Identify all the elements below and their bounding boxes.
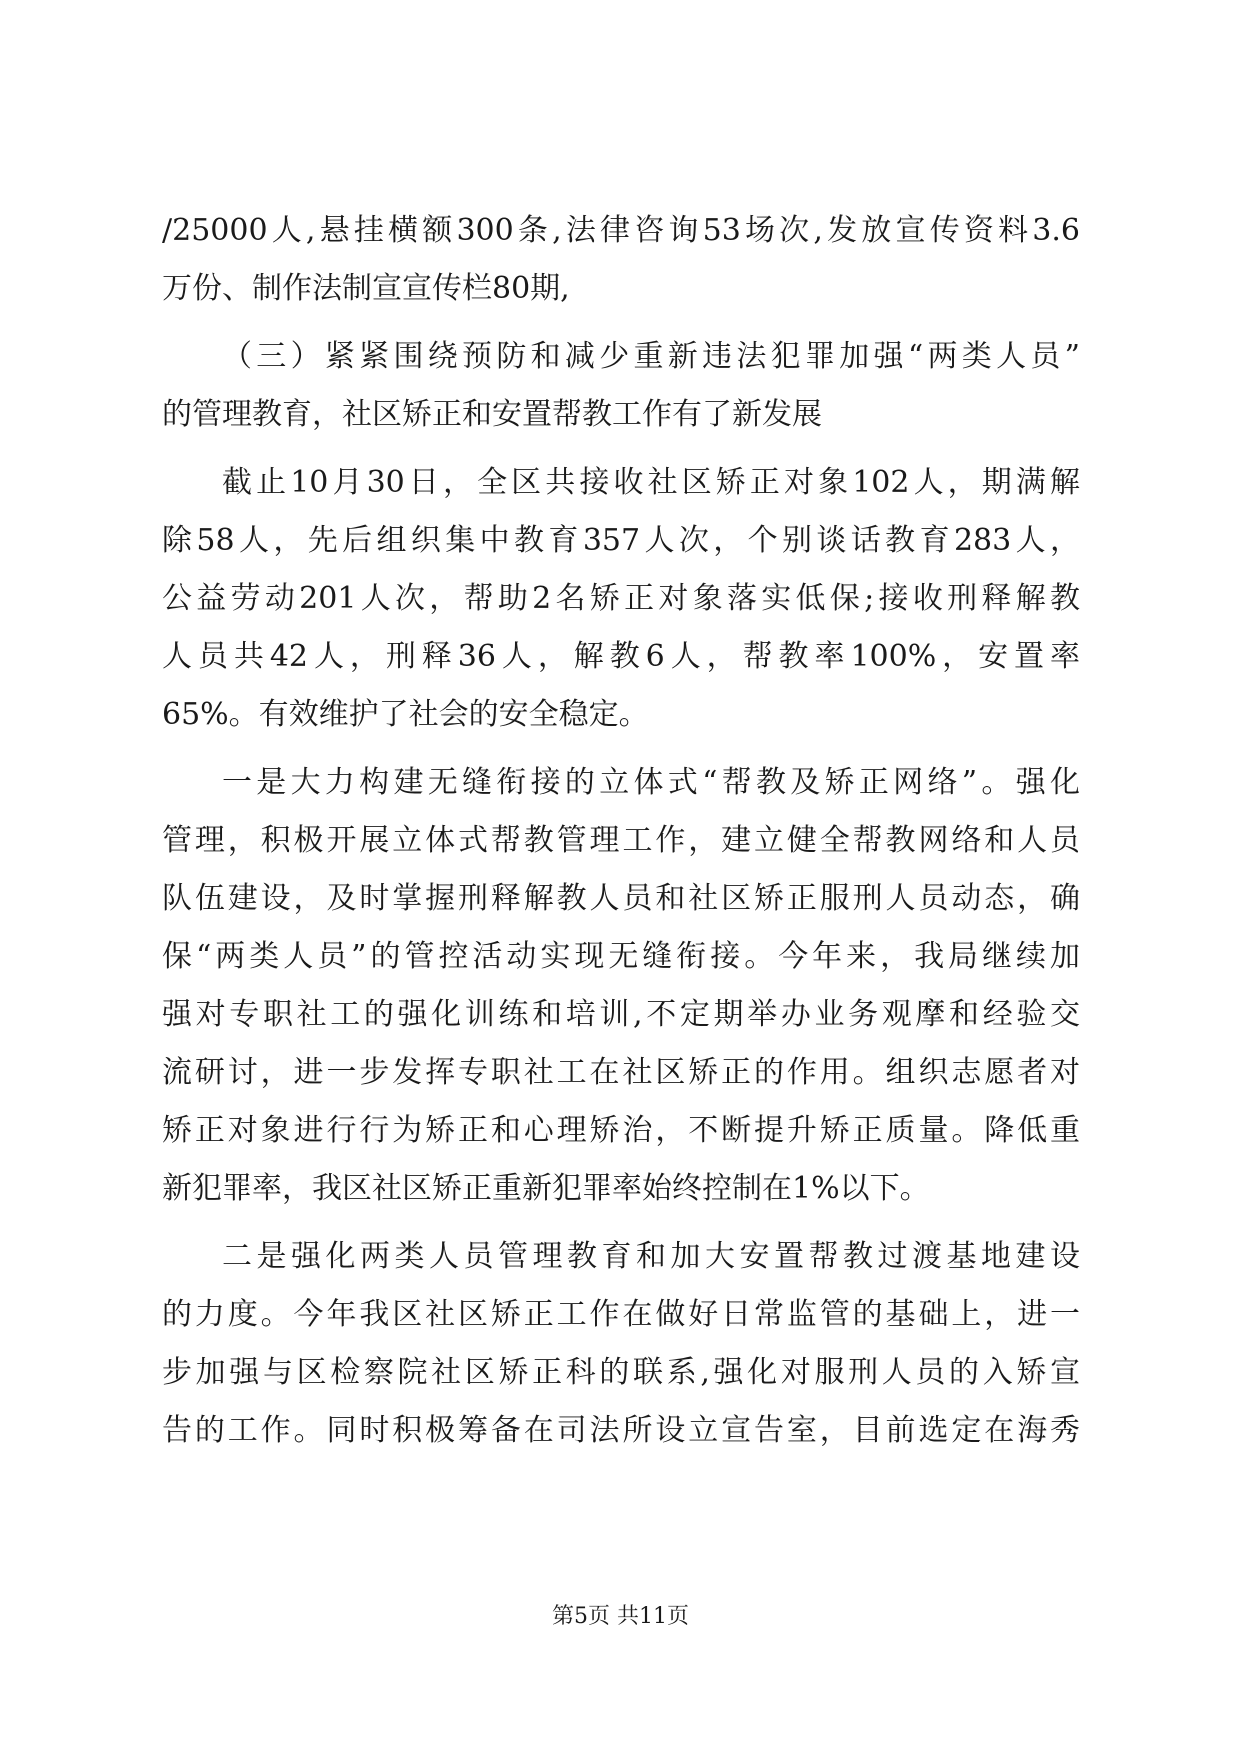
body-line: /25000人,悬挂横额300条,法律咨询53场次,发放宣传资料3.6 [162, 213, 1080, 248]
section-heading-line: 的管理教育，社区矫正和安置帮教工作有了新发展 [162, 397, 822, 432]
body-line: 除58人，先后组织集中教育357人次，个别谈话教育283人， [162, 523, 1080, 558]
body-line: 矫正对象进行行为矫正和心理矫治，不断提升矫正质量。降低重 [162, 1113, 1080, 1148]
body-line: 保“两类人员”的管控活动实现无缝衔接。今年来，我局继续加 [162, 939, 1080, 974]
body-line: 一是大力构建无缝衔接的立体式“帮教及矫正网络”。强化 [222, 765, 1080, 800]
body-line: 二是强化两类人员管理教育和加大安置帮教过渡基地建设 [222, 1239, 1080, 1274]
body-line: 65%。有效维护了社会的安全稳定。 [162, 697, 649, 732]
body-line: 万份、制作法制宣宣传栏80期, [162, 271, 570, 306]
body-line: 队伍建设，及时掌握刑释解教人员和社区矫正服刑人员动态，确 [162, 881, 1080, 916]
body-line: 告的工作。同时积极筹备在司法所设立宣告室，目前选定在海秀 [162, 1413, 1080, 1448]
body-line: 的力度。今年我区社区矫正工作在做好日常监管的基础上，进一 [162, 1297, 1080, 1332]
body-line: 流研讨，进一步发挥专职社工在社区矫正的作用。组织志愿者对 [162, 1055, 1080, 1090]
body-line: 新犯罪率，我区社区矫正重新犯罪率始终控制在1%以下。 [162, 1171, 930, 1206]
body-line: 强对专职社工的强化训练和培训,不定期举办业务观摩和经验交 [162, 997, 1080, 1032]
body-line: 管理，积极开展立体式帮教管理工作，建立健全帮教网络和人员 [162, 823, 1080, 858]
body-line: 截止10月30日，全区共接收社区矫正对象102人，期满解 [222, 465, 1080, 500]
body-line: 公益劳动201人次，帮助2名矫正对象落实低保;接收刑释解教 [162, 581, 1080, 616]
body-line: 人员共42人，刑释36人，解教6人，帮教率100%，安置率 [162, 639, 1080, 674]
section-heading-line: （三）紧紧围绕预防和减少重新违法犯罪加强“两类人员” [222, 339, 1080, 374]
body-line: 步加强与区检察院社区矫正科的联系,强化对服刑人员的入矫宣 [162, 1355, 1080, 1390]
page-number-footer: 第5页 共11页 [552, 1604, 689, 1629]
